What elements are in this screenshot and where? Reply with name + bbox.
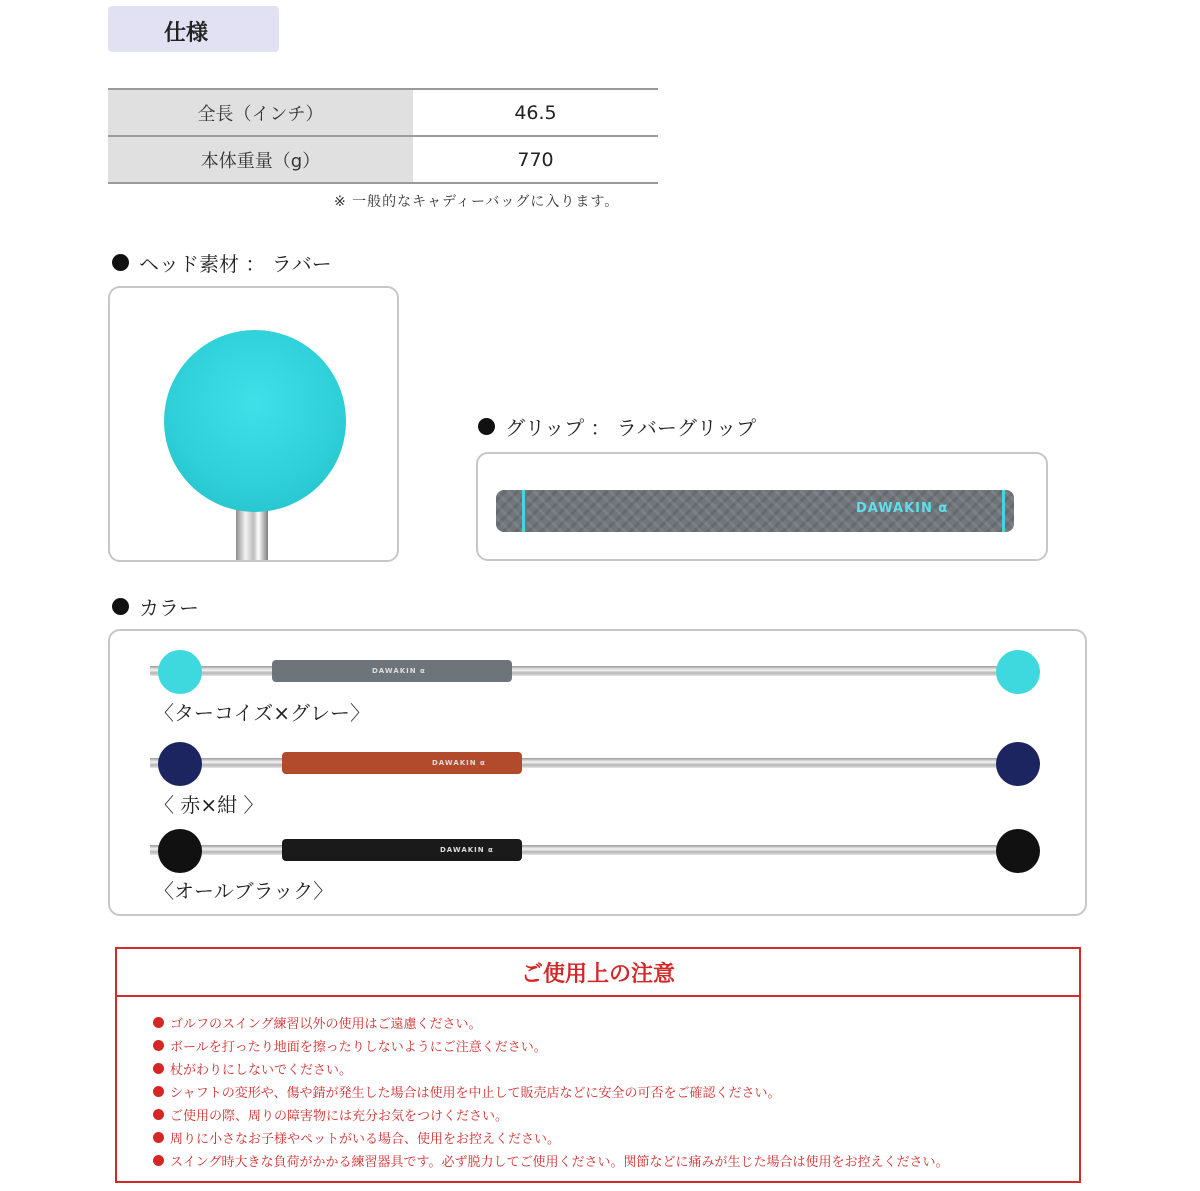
spec-label-length: 全長（インチ） (108, 90, 413, 135)
caution-item (153, 1149, 948, 1172)
caution-item (153, 1057, 948, 1080)
caution-item (153, 1126, 948, 1149)
spec-note: ※ 一般的なキャディーバッグに入ります。 (334, 194, 620, 210)
grip-brand-logo: DAWAKIN α (856, 501, 949, 516)
grip-image-box (476, 452, 1048, 561)
head-material-label: ヘッド素材 ： ラバー (139, 252, 332, 276)
color-variant-all-black (110, 826, 1085, 916)
caution-item-text: スイング時大きな負荷がかかる練習器具です。必ず脱力してご使用ください。関節などに痛みが生じた場合は使用をお控えください。 (170, 1155, 949, 1170)
spec-label-weight: 本体重量（g） (108, 137, 413, 182)
caution-title: ご使用上の注意 (520, 961, 675, 987)
variant-head-ball-left (158, 742, 202, 786)
color-variant-red-navy (110, 739, 1085, 829)
grip-label: グリップ ： ラバーグリップ (505, 416, 757, 440)
variant-name: 〈ターコイズ×グレー〉 (154, 701, 370, 725)
caution-item-text: ゴルフのスイング練習以外の使用はご遠慮ください。 (170, 1017, 482, 1032)
caution-header (117, 949, 1079, 997)
red-bullet-icon (153, 1040, 164, 1051)
spec-section-tab (108, 6, 279, 52)
variant-head-ball-right (996, 650, 1040, 694)
color-heading (112, 592, 199, 621)
caution-item-text: 杖がわりにしないでください。 (170, 1063, 353, 1078)
variant-grip (272, 660, 512, 682)
spec-row-length (108, 88, 658, 135)
spec-row-weight (108, 135, 658, 184)
color-variants-box (108, 629, 1087, 916)
variant-grip-logo: DAWAKIN α (372, 667, 426, 675)
variant-grip (282, 752, 522, 774)
color-variant-turquoise-gray (110, 647, 1085, 737)
head-image-box (108, 286, 399, 562)
variant-name: 〈オールブラック〉 (154, 879, 334, 903)
spec-value-length: 46.5 (514, 101, 557, 124)
red-bullet-icon (153, 1063, 164, 1074)
head-material-heading (112, 248, 332, 277)
variant-head-ball-right (996, 829, 1040, 873)
bullet-icon (112, 254, 129, 271)
caution-item (153, 1080, 948, 1103)
grip-ring-right (1002, 490, 1005, 532)
red-bullet-icon (153, 1086, 164, 1097)
red-bullet-icon (153, 1017, 164, 1028)
red-bullet-icon (153, 1132, 164, 1143)
variant-shaft (150, 845, 1000, 855)
bullet-icon (478, 418, 495, 435)
spec-tab-label: 仕様 (164, 21, 209, 46)
caution-item-text: シャフトの変形や、傷や錆が発生した場合は使用を中止して販売店などに安全の可否をご確認ください。 (170, 1086, 781, 1101)
variant-head-ball-left (158, 650, 202, 694)
red-bullet-icon (153, 1109, 164, 1120)
caution-box (115, 947, 1081, 1183)
variant-grip-logo: DAWAKIN α (440, 846, 494, 854)
spec-value-weight: 770 (517, 148, 554, 171)
variant-grip (282, 839, 522, 861)
variant-shaft (150, 758, 1000, 768)
spec-table (108, 88, 658, 184)
variant-grip-logo: DAWAKIN α (432, 759, 486, 767)
variant-head-ball-right (996, 742, 1040, 786)
caution-item-text: 周りに小さなお子様やペットがいる場合、使用をお控えください。 (170, 1132, 561, 1147)
color-label: カラー (139, 596, 199, 620)
grip-heading (478, 412, 756, 441)
caution-item (153, 1011, 948, 1034)
variant-name: 〈 赤×紺 〉 (154, 793, 264, 817)
grip-ring-left (522, 490, 525, 532)
caution-item-text: ボールを打ったり地面を擦ったりしないようにご注意ください。 (170, 1040, 547, 1055)
caution-item-text: ご使用の際、周りの障害物には充分お気をつけください。 (170, 1109, 509, 1124)
caution-item (153, 1103, 948, 1126)
rubber-head-ball-image (164, 330, 346, 512)
red-bullet-icon (153, 1155, 164, 1166)
variant-head-ball-left (158, 829, 202, 873)
rubber-grip-image (496, 490, 1014, 532)
caution-list (153, 1011, 948, 1172)
caution-item (153, 1034, 948, 1057)
bullet-icon (112, 598, 129, 615)
